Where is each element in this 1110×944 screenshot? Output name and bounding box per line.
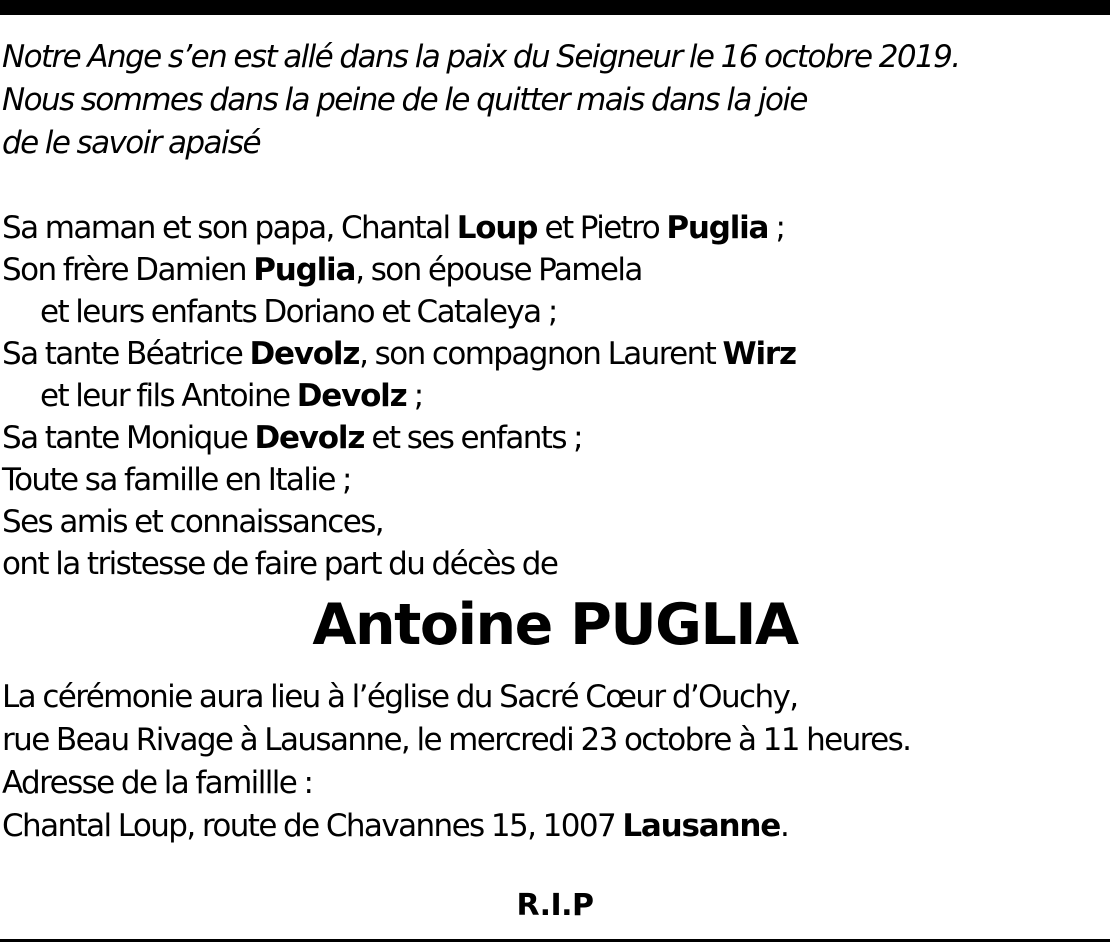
intro-line: Nous sommes dans la peine de le quitter mais dans la joie: [2, 82, 807, 118]
family-line: Son frère Damien Puglia, son épouse Pamela: [2, 252, 642, 288]
family-line: Toute sa famille en Italie ;: [2, 462, 351, 498]
surname: Puglia: [666, 210, 769, 246]
surname: Wirz: [722, 336, 796, 372]
family-line: Ses amis et connaissances,: [2, 504, 384, 540]
family-address-label: Adresse de la famillle :: [2, 765, 313, 801]
intro-line: Notre Ange s’en est allé dans la paix du Seigneur le 16 octobre 2019.: [2, 39, 960, 75]
family-line: et leur fils Antoine Devolz ;: [40, 378, 423, 414]
family-line: ont la tristesse de faire part du décès de: [2, 546, 558, 582]
ceremony-line: rue Beau Rivage à Lausanne, le mercredi 23 octobre à 11 heures.: [2, 722, 911, 758]
surname: Devolz: [249, 336, 360, 372]
top-rule: [0, 0, 1110, 15]
surname: Devolz: [254, 420, 365, 456]
ceremony-line: La cérémonie aura lieu à l’église du Sacré Cœur d’Ouchy,: [2, 679, 798, 715]
family-address: Chantal Loup, route de Chavannes 15, 1007 Lausanne.: [2, 808, 789, 844]
intro-text: [2, 36, 1102, 165]
family-line: Sa tante Monique Devolz et ses enfants ;: [2, 420, 583, 456]
surname: Devolz: [296, 378, 407, 414]
family-list: [2, 207, 1102, 585]
family-line: et leurs enfants Doriano et Cataleya ;: [40, 294, 557, 330]
ceremony-info: [2, 676, 910, 848]
surname: Loup: [456, 210, 538, 246]
death-notice: [2, 36, 1102, 585]
surname: Puglia: [253, 252, 356, 288]
deceased-name: Antoine PUGLIA: [312, 592, 798, 658]
bottom-rule: [0, 939, 1110, 942]
family-line: Sa tante Béatrice Devolz, son compagnon Laurent Wirz: [2, 336, 796, 372]
city: Lausanne: [622, 808, 781, 844]
rip-closing: R.I.P: [516, 888, 594, 923]
family-line: Sa maman et son papa, Chantal Loup et Pietro Puglia ;: [2, 210, 785, 246]
intro-line: de le savoir apaisé: [2, 125, 260, 161]
